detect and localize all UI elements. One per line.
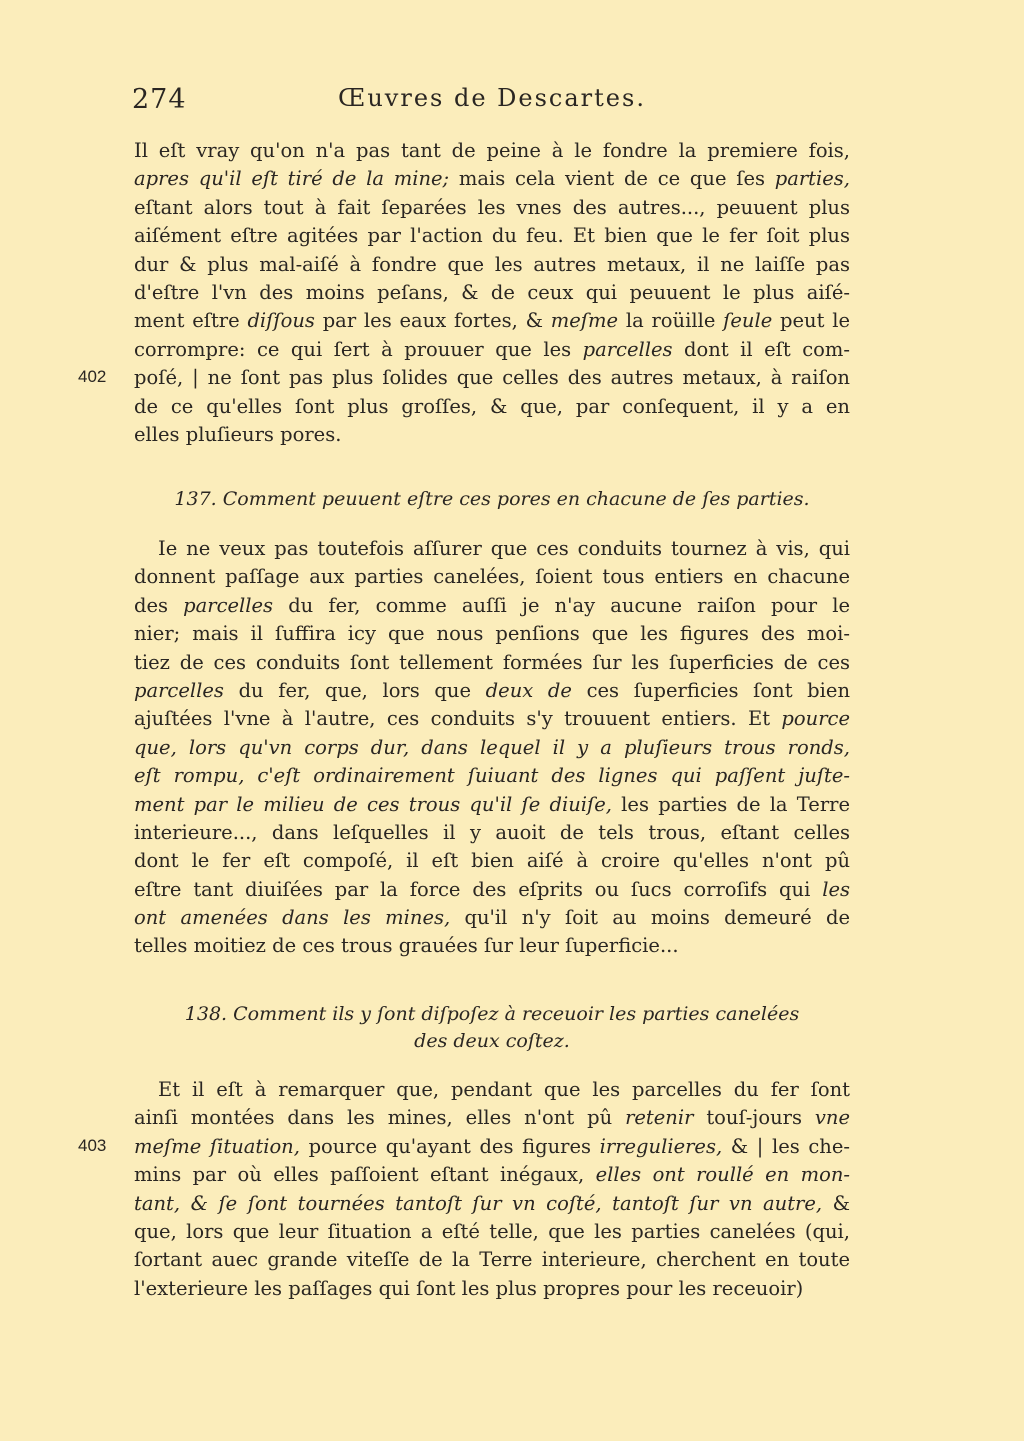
text-run: poſé, | ne ſont pas plus ſolides que celles des autres metaux, à raiſon (134, 366, 850, 390)
text-line (134, 279, 850, 307)
text-line (134, 251, 850, 279)
text-line (134, 876, 850, 904)
running-head (132, 84, 852, 112)
italic-text: que, lors qu'vn corps dur, dans lequel il y a pluſieurs trous ronds, (134, 735, 850, 759)
text-run: eſtre tant diuiſées par la force des eſprits ou ſucs corroſifs qui (134, 877, 823, 901)
italic-text: les (822, 877, 850, 901)
text-run: du fer, que, lors que (223, 678, 486, 702)
paragraph-138 (134, 1076, 850, 1303)
italic-text: ont amenées dans les mines, (134, 906, 451, 930)
italic-text: tant, & ſe ſont tournées tantoſt ſur vn coſté, tantoſt ſur vn autre, (134, 1191, 823, 1215)
text-run: mais cela vient de ce que ſes (449, 167, 775, 191)
text-run: elles pluſieurs pores. (134, 422, 342, 446)
text-run: touſ-jours (693, 1106, 815, 1130)
text-run: des (134, 593, 184, 617)
text-line (134, 791, 850, 819)
text-run: Il eſt vray qu'on n'a pas tant de peine à le fondre la premiere fois, (134, 139, 850, 162)
text-run: d'eſtre l'vn des moins peſans, & de ceux qui peuuent le plus aiſé- (134, 280, 850, 304)
text-run: de ce qu'elles ſont plus groſſes, & que, par conſequent, il y a en (134, 394, 850, 418)
text-run: mins par où elles paſſoient eſtant inégaux, (134, 1163, 596, 1187)
text-run: qu'il n'y ſoit au moins demeuré de (450, 906, 850, 930)
page-number: 274 (132, 84, 187, 115)
italic-text: retenir (625, 1106, 694, 1130)
section-138-title-line1: 138. Comment ils y ſont diſpoſez à receuoir les parties canelées (184, 1003, 800, 1025)
text-line (134, 620, 850, 648)
margin-number-403: 403 (78, 1136, 107, 1155)
text-line (134, 336, 850, 364)
italic-text: meſme ſituation, (134, 1134, 300, 1158)
section-137-title: 137. Comment peuuent eſtre ces pores en chacune de ſes parties. (174, 488, 810, 510)
text-line (134, 904, 850, 932)
text-run: par les eaux fortes, & (314, 309, 551, 333)
text-line (134, 592, 850, 620)
text-line (134, 1218, 850, 1246)
italic-text: meſme (550, 309, 619, 333)
text-line (134, 649, 850, 677)
text-run: nier; mais il ſuffira icy que nous penſions que les figures des moi- (134, 622, 850, 646)
text-line (134, 1246, 850, 1274)
text-line (134, 535, 850, 563)
text-line (134, 165, 850, 193)
italic-text: elles ont roullé en mon- (595, 1163, 850, 1187)
text-run: peut le (772, 309, 851, 333)
italic-text: parcelles (134, 678, 224, 702)
italic-text: ſeule (723, 309, 773, 333)
text-line (134, 194, 850, 222)
paragraph-137 (134, 535, 850, 961)
text-run: l'exterieure les paſſages qui ſont les plus propres pour les receuoir) (134, 1276, 804, 1300)
italic-text: pource (781, 707, 850, 731)
text-line (134, 1190, 850, 1218)
italic-text: parties, (774, 167, 850, 191)
paragraph-136-continuation (134, 137, 850, 449)
italic-text: diſſous (247, 309, 315, 333)
text-run: du fer, comme auſſi je n'ay aucune raiſon pour le (273, 593, 850, 617)
text-run: & | les che- (722, 1134, 850, 1158)
italic-text: parcelles (582, 337, 673, 361)
text-run: & (822, 1191, 851, 1215)
text-run: interieure..., dans leſquelles il y auoit de tels trous, eſtant celles (134, 820, 850, 844)
italic-text: eſt rompu, c'eſt ordinairement ſuiuant des lignes qui paſſent juſte- (134, 764, 850, 788)
text-run: telles moitiez de ces trous grauées ſur leur ſuperficie... (134, 934, 679, 958)
italic-text: deux de (485, 678, 572, 702)
text-run: eſtant alors tout à fait ſeparées les vnes des autres..., peuuent plus (134, 195, 850, 219)
text-line (134, 1133, 850, 1161)
text-run: ajuſtées l'vne à l'autre, ces conduits s'y trouuent entiers. Et (134, 707, 782, 731)
text-run: donnent paſſage aux parties canelées, ſoient tous entiers en chacune (134, 565, 850, 589)
margin-number-402: 402 (78, 367, 107, 386)
text-line (134, 847, 850, 875)
italic-text: apres qu'il eſt tiré de la mine; (134, 167, 450, 191)
text-run: Et il eſt à remarquer que, pendant que les parcelles du fer ſont (158, 1078, 850, 1101)
italic-text: ment par le milieu de ces trous qu'il ſe diuiſe, (134, 792, 612, 816)
text-line (134, 1104, 850, 1132)
text-run: corrompre: ce qui ſert à prouuer que les (134, 337, 583, 361)
text-run: dont il eſt com- (672, 337, 850, 361)
text-run: aiſément eſtre agitées par l'action du feu. Et bien que le fer ſoit plus (134, 224, 850, 248)
text-line (134, 734, 850, 762)
text-run: la roüille (618, 309, 724, 333)
text-run: ainſi montées dans les mines, elles n'ont pû (134, 1106, 626, 1130)
text-line (134, 222, 850, 250)
text-line (134, 932, 850, 960)
text-run: que, lors que leur ſituation a eſté telle, que les parties canelées (qui, (134, 1219, 850, 1243)
text-line (134, 364, 850, 392)
text-line (134, 421, 850, 449)
page-header (132, 84, 852, 124)
text-line (134, 137, 850, 165)
text-line (134, 1076, 850, 1104)
text-line (134, 1161, 850, 1189)
italic-text: irregulieres, (599, 1134, 723, 1158)
text-line (134, 705, 850, 733)
italic-text: parcelles (183, 593, 274, 617)
italic-text: vne (814, 1106, 850, 1130)
text-line (134, 1275, 850, 1303)
text-run: dur & plus mal-aiſé à fondre que les autres metaux, il ne laiſſe pas (134, 252, 850, 276)
text-run: ſortant auec grande viteſſe de la Terre interieure, cherchent en toute (134, 1248, 850, 1272)
text-line (134, 307, 850, 335)
text-run: Ie ne veux pas toutefois aſſurer que ces conduits tournez à vis, qui (158, 537, 850, 560)
text-line (134, 762, 850, 790)
text-line (134, 677, 850, 705)
text-run: ces ſuperficies ſont bien (571, 678, 851, 702)
text-line (134, 393, 850, 421)
text-run: dont le fer eſt compoſé, il eſt bien aiſé à croire qu'elles n'ont pû (134, 849, 850, 873)
section-138-title-line2: des deux coſtez. (414, 1030, 570, 1052)
text-line (134, 819, 850, 847)
text-line (134, 563, 850, 591)
text-run: les parties de la Terre (611, 792, 850, 816)
text-run: pource qu'ayant des figures (299, 1134, 600, 1158)
text-run: tiez de ces conduits ſont tellement formées ſur les ſuperficies de ces (134, 650, 850, 674)
text-run: ment eſtre (134, 309, 248, 333)
running-head-text: Œuvres de Descartes. (338, 84, 646, 112)
